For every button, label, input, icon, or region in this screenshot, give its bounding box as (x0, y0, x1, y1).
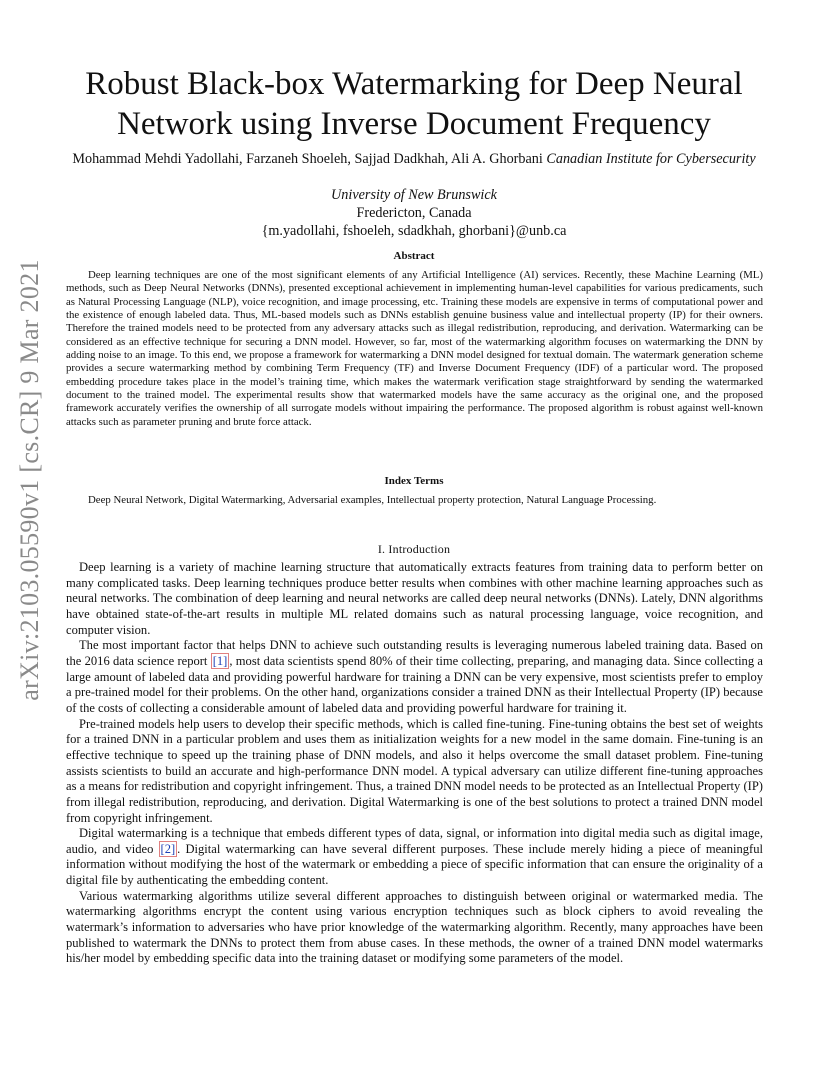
p4-text-after: . Digital watermarking can have several different purposes. These include merely hiding a piece of meaningful information without modifying the host of the watermark or embedding a piece of specific information that can ensure the originality of a digital file by authenticating the embedding content. (66, 841, 763, 888)
intro-paragraph-1: Deep learning is a variety of machine learning structure that automatically extracts features from training data to perform better on many complicated tasks. Deep learning techniques produce better results when combines with other machine learning approaches such as neural networks. The combination of deep learning and neural networks are called deep neural networks (DNNs). Lately, DNN algorithms have obtained state-of-the-art results in multiple ML related domains such as natural processing language, voice recognition, and computer vision. (66, 560, 763, 637)
citation-link-2[interactable]: [2] (160, 841, 176, 856)
title-line-2: Network using Inverse Document Frequency (117, 106, 711, 142)
p4-text-before: Digital watermarking is a technique that embeds different types of data, signal, or information into digital media such as digital image, audio, and video (66, 826, 763, 856)
intro-paragraph-5: Various watermarking algorithms utilize several different approaches to distinguish between original or watermarked media. The watermarking algorithms encrypt the content using various encryption techniques such as block ciphers to avoid revealing the watermark’s information to adversaries who have prior knowledge of the watermarking algorithm. Recently, many approaches have been published to watermark the DNNs to protect them from abuse cases. In these methods, the owner of a trained DNN model watermarks his/her model by embedding specific data into the training dataset or modifying some parameters of the model. (66, 888, 763, 966)
index-terms-heading: Index Terms (384, 475, 444, 487)
abstract-text: Deep learning techniques are one of the most significant elements of any Artificial Intelligence (AI) services. Recently, these Machine Learning (ML) methods, such as Deep Neural Networks (DNNs), presented exceptional achievement in implementing human-level capabilities for various predicaments, such as Natural Processing Language (NLP), voice recognition, and image processing, etc. Training these models are expensive in terms of computational power and the existence of enough labeled data. Thus, ML-based models such as DNNs establish genuine business value and intellectual property (IP) for their owners. Therefore the trained models need to be protected from any adversary attacks such as illegal redistribution, reproducing, and derivation. Watermarking can be considered as an effective technique for securing a DNN model. However, so far, most of the watermarking algorithm focuses on watermarking the DNN by adding noise to an image. To this end, we propose a framework for watermarking a DNN model designed for textual domain. The watermark generation scheme provides a secure watermarking method by combining Term Frequency (TF) and Inverse Document Frequency (IDF) of a particular word. The proposed embedding procedure takes place in the model’s training time, which makes the watermark verification stage straightforward by sending the watermarked document to the trained model. The experimental results show that watermarked models have the same accuracy as the original one, and the proposed framework accurately verifies the ownership of all surrogate models without impairing the performance. The proposed algorithm is robust against well-known attacks such as parameter pruning and brute force attack. (66, 269, 763, 428)
arxiv-identifier (10, 259, 50, 701)
author-names: Mohammad Mehdi Yadollahi, Farzaneh Shoeleh, Sajjad Dadkhah, Ali A. Ghorbani (72, 151, 543, 167)
introduction-body (66, 560, 763, 967)
university-name: University of New Brunswick (331, 187, 497, 203)
abstract-heading: Abstract (393, 250, 435, 262)
author-city: Fredericton, Canada (356, 205, 472, 221)
intro-paragraph-4 (66, 826, 763, 889)
author-block (66, 150, 762, 169)
section-heading-introduction: I. Introduction (377, 542, 451, 556)
citation-link-1[interactable]: [1] (212, 653, 228, 668)
intro-paragraph-2 (66, 638, 763, 716)
index-terms-text: Deep Neural Network, Digital Watermarking, Adversarial examples, Intellectual property protection, Natural Language Processing. (88, 494, 657, 506)
intro-paragraph-3: Pre-trained models help users to develop their specific methods, which is called fine-tuning. Fine-tuning obtains the best set of weights for a trained DNN in a particular problem and uses them as initialization weights for a new model in the same domain. Fine-tuning is an effective technique to speed up the training phase of DNN models, and also it helps overcome the small dataset problem. Fine-tuning assists scientists to build an accurate and high-performance DNN model. A typical adversary can utilize different fine-tuning approaches as a means for redistribution and copyright infringement. Thus, a trained DNN model needs to be protected as an Intellectual Property (IP) from illegal redistribution, reproducing, and derivation. Digital Watermarking is one of the best solutions to protect a trained DNN model from copyright infringement. (66, 716, 763, 825)
author-affiliation: Canadian Institute for Cybersecurity (546, 151, 756, 167)
p2-text-after: , most data scientists spend 80% of their time collecting, preparing, and managing data. Since collecting a large amount of labeled data and providing powerful hardware for training a DNN can be very expensive, most scientists prefer to employ a pre-trained model for their problems. On the other hand, organizations consider a trained DNN as their Intellectual Property (IP) because of the costs of collecting a considerable amount of labeled data and providing powerful hardware for training it. (66, 653, 763, 715)
paper-title (60, 64, 768, 144)
p2-text-before: The most important factor that helps DNN to achieve such outstanding results is leveraging numerous labeled training data. Based on the 2016 data science report (66, 638, 763, 668)
author-emails: {m.yadollahi, fshoeleh, sdadkhah, ghorbani}@unb.ca (261, 223, 567, 239)
arxiv-identifier-text: arXiv:2103.05590v1 [cs.CR] 9 Mar 2021 (15, 259, 44, 701)
title-line-1: Robust Black-box Watermarking for Deep Neural (85, 66, 743, 102)
